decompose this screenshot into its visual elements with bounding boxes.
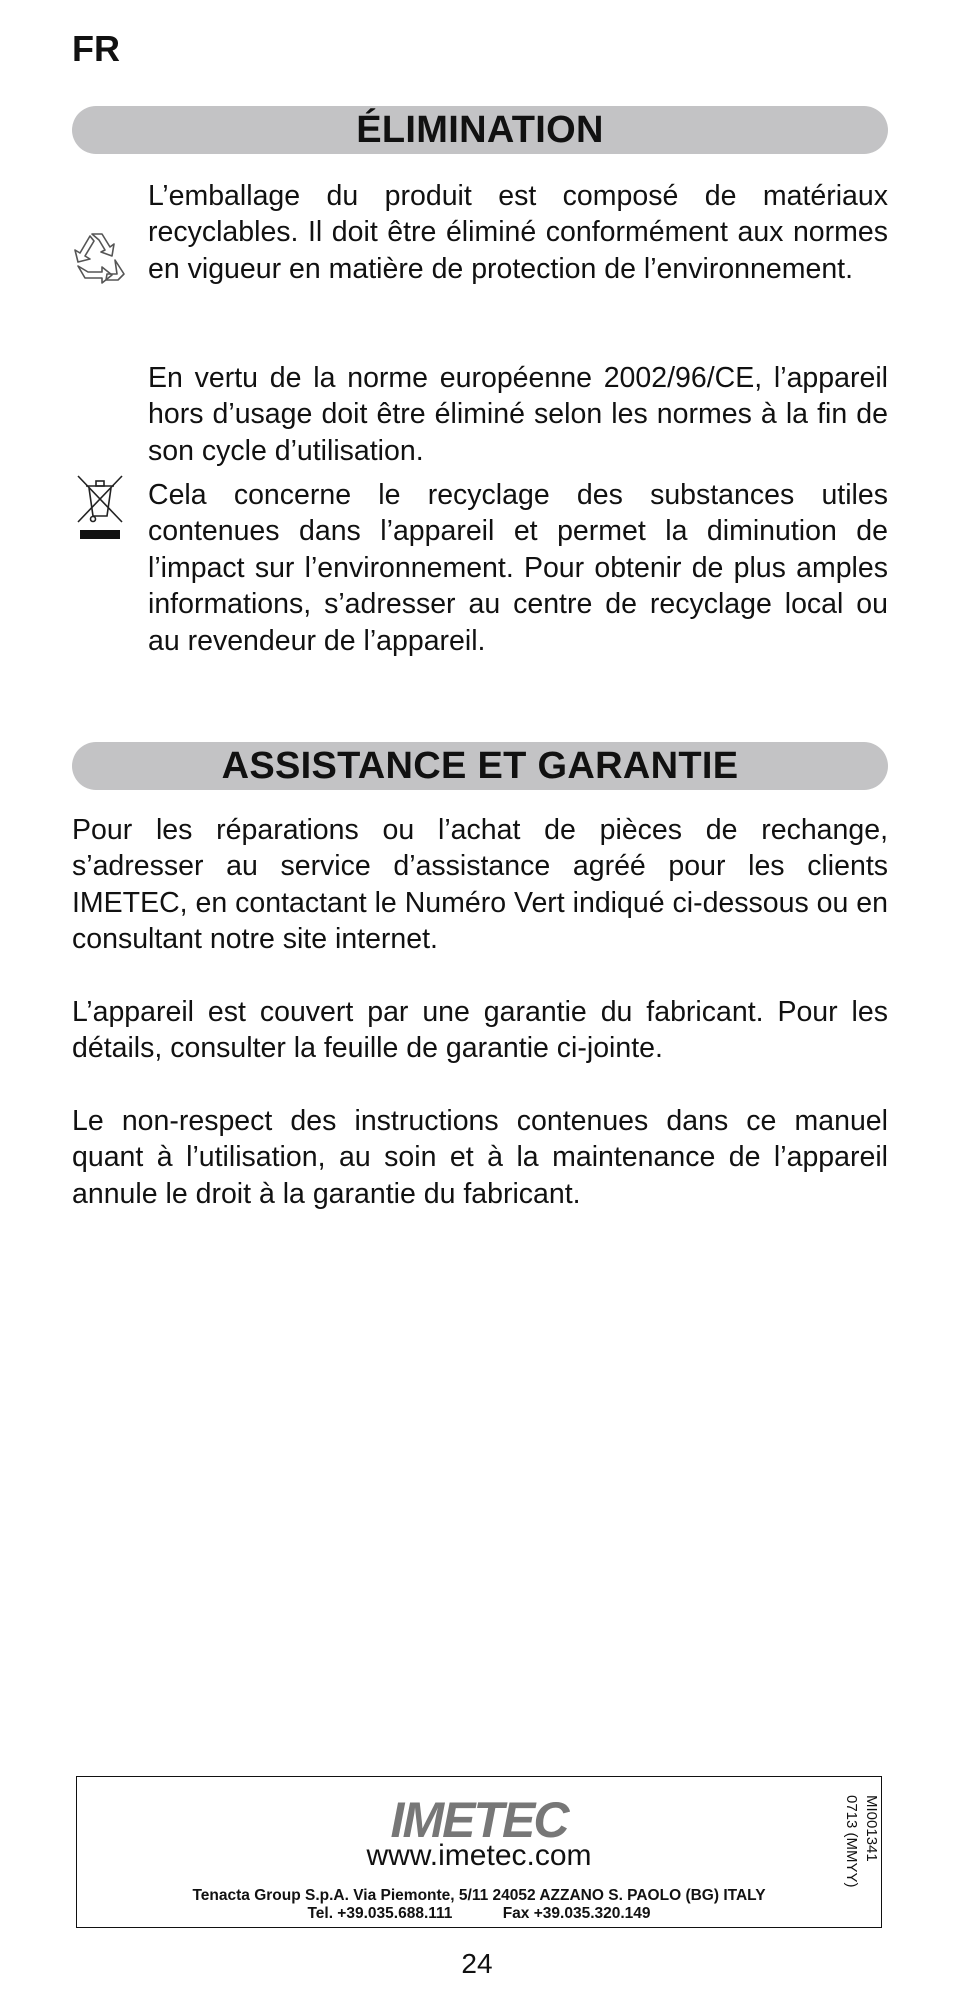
telephone-number: Tel. +39.035.688.111 (307, 1905, 453, 1922)
crossed-bin-icon (74, 472, 126, 544)
page-number: 24 (461, 1948, 493, 1979)
brand-logo: IMETEC (390, 1792, 568, 1848)
company-address: Tenacta Group S.p.A. Via Piemonte, 5/11 24052 AZZANO S. PAOLO (BG) ITALY (192, 1887, 766, 1904)
assistance-paragraph-3: Le non-respect des instructions contenues dans ce manuel quant à l’utilisation, au soin et à la maintenance de l’appareil annule le droit à la garantie du fabricant. (72, 1105, 888, 1210)
section-title-elimination: ÉLIMINATION (72, 106, 888, 154)
contact-numbers (77, 1905, 881, 1923)
language-code: FR (72, 28, 120, 69)
document-code: MI001341 (863, 1795, 880, 1862)
elimination-paragraph-2: En vertu de la norme européenne 2002/96/CE, l’appareil hors d’usage doit être éliminé selon les normes à la fin de son cycle d’utilisation. (148, 362, 888, 467)
document-code-vertical (837, 1795, 881, 1905)
assistance-paragraph-2: L’appareil est couvert par une garantie du fabricant. Pour les détails, consulter la feuille de garantie ci-jointe. (72, 996, 888, 1065)
website-url: www.imetec.com (366, 1839, 592, 1872)
assistance-paragraph-1: Pour les réparations ou l’achat de pièces de rechange, s’adresser au service d’assistance agréé pour les clients IMETEC, en contactant le Numéro Vert indiqué ci-dessous ou en consultant notre site internet. (72, 814, 888, 956)
recycle-icon (68, 226, 132, 286)
date-code: 0713 (MMYY) (843, 1795, 860, 1888)
fax-number: Fax +39.035.320.149 (502, 1905, 651, 1922)
elimination-paragraph-1: L’emballage du produit est composé de matériaux recyclables. Il doit être éliminé conformément aux normes en vigueur en matière de protection de l’environnement. (148, 180, 888, 285)
section-title-assistance: ASSISTANCE ET GARANTIE (72, 742, 888, 790)
elimination-paragraph-3: Cela concerne le recyclage des substances utiles contenues dans l’appareil et permet la diminution de l’impact sur l’environnement. Pour obtenir de plus amples informations, s’adresser au centre de recyclage local ou au revendeur de l’appareil. (148, 479, 888, 657)
footer-box (76, 1776, 882, 1928)
